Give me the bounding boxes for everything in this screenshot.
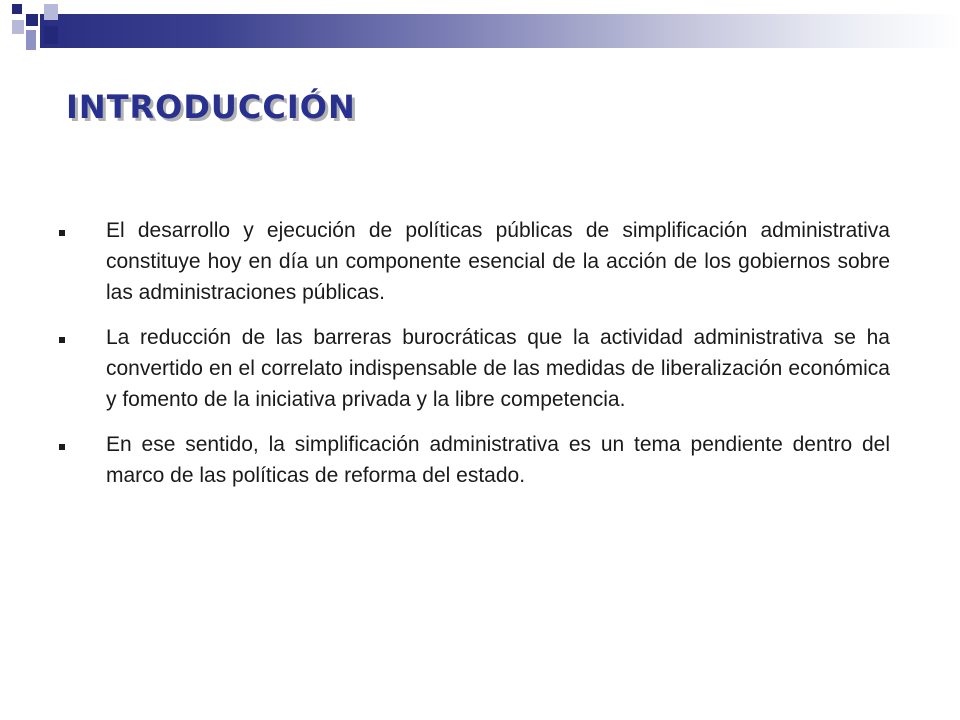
- square-bullet-icon: [59, 230, 65, 236]
- header-square: [12, 20, 24, 34]
- header-square: [44, 26, 58, 44]
- list-item: [56, 215, 890, 308]
- header-square: [26, 30, 36, 50]
- square-bullet-icon: [59, 444, 65, 450]
- header-gradient-bar: [40, 14, 960, 48]
- header-square: [26, 14, 38, 26]
- bullet-text: La reducción de las barreras burocráticas que la actividad administrativa se ha convertido en el correlato indispensable de las medidas de liberalización económica y fomento de la iniciativa privada y la libre competencia.: [106, 326, 890, 411]
- bullet-list: [56, 215, 890, 505]
- header-square: [44, 4, 58, 20]
- header-square: [12, 4, 22, 14]
- square-bullet-icon: [59, 337, 65, 343]
- slide-title: INTRODUCCIÓN: [66, 88, 356, 126]
- list-item: [56, 429, 890, 491]
- bullet-text: El desarrollo y ejecución de políticas públicas de simplificación administrativa constituye hoy en día un componente esencial de la acción de los gobiernos sobre las administraciones públicas.: [106, 219, 890, 304]
- list-item: [56, 322, 890, 415]
- bullet-text: En ese sentido, la simplificación administrativa es un tema pendiente dentro del marco de las políticas de reforma del estado.: [106, 433, 890, 487]
